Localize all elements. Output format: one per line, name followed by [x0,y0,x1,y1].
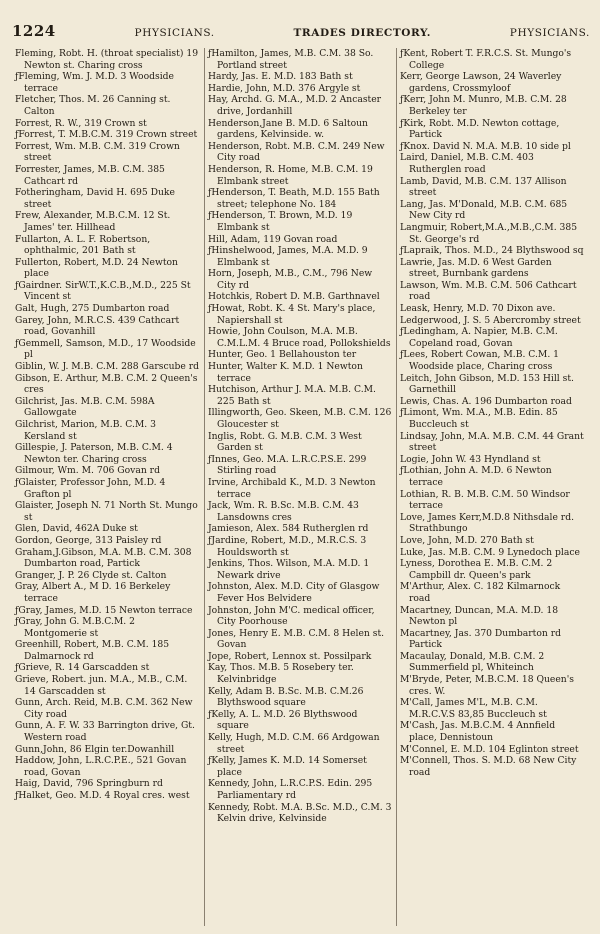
directory-entry: M'Arthur, Alex. C. 182 Kilmarnock road [400,581,561,604]
directory-entry: Leask, Henry, M.D. 70 Dixon ave. [400,303,556,315]
directory-entry: Fotheringham, David H. 695 Duke street [15,187,175,210]
directory-entry: Jones, Henry E. M.B. C.M. 8 Helen st. Govan [208,627,385,651]
directory-entry: ƒJardine, Robert, M.D., M.R.C.S. 3 Houldsworth st [208,534,367,558]
directory-entry: Forrest, R. W., 319 Crown st [15,117,147,129]
directory-entry: Kennedy, Robt. M.A. B.Sc. M.D., C.M. 3 Kelvin drive, Kelvinside [208,801,392,825]
directory-entry: ƒHenderson, T. Beath, M.D. 155 Bath street; telephone No. 184 [208,187,380,210]
directory-entry: Graham,J.Gibson, M.A. M.B. C.M. 308 Dumbarton road, Partick [15,546,192,570]
header-left-label: PHYSICIANS. [134,27,215,39]
directory-entry: ƒGlaister, Professor John, M.D. 4 Grafton pl [15,476,166,500]
directory-entry: Henderson,Jane B. M.D. 6 Saltoun gardens, Kelvinside. w. [208,117,368,141]
directory-entry: Lothian, R. B. M.B. C.M. 50 Windsor terrace [400,488,570,512]
column-left [12,48,204,926]
directory-entry: Leitch, John Gibson, M.D. 153 Hill st. Garnethill [400,372,574,396]
directory-entry: Horn, Joseph, M.B., C.M., 796 New City rd [208,268,373,291]
directory-entry: Hay, Archd. G. M.A., M.D. 2 Ancaster drive, Jordanhill [208,94,382,117]
directory-entry: Glen, David, 462A Duke st [15,523,138,535]
directory-entry: ƒHowat, Robt. K. 4 St. Mary's place, Napiershall st [208,303,376,326]
directory-entry: Kennedy, John, L.R.C.P.S. Edin. 295 Parliamentary rd [208,778,373,801]
directory-entry: M'Bryde, Peter, M.B.C.M. 18 Queen's cres. W. [400,674,574,697]
directory-entry: ƒKnox. David N. M.A. M.B. 10 side pl [400,140,571,152]
directory-entry: ƒKerr, John M. Munro, M.B. C.M. 28 Berkeley ter [400,94,567,117]
header-title: TRADES DIRECTORY. [293,27,432,39]
directory-entry: Johnston, Alex. M.D. City of Glasgow Fever Hos Belvidere [208,581,380,604]
directory-entry: Lawrie, Jas. M.D. 6 West Garden street, Burnbank gardens [400,256,552,280]
directory-entry: Glaister, Joseph N. 71 North St. Mungo st [15,500,198,523]
header-right-label: PHYSICIANS. [509,27,590,39]
directory-entry: Gilchrist, Marion, M.B. C.M. 3 Kersland st [15,419,156,442]
directory-entry: Forrester, James, M.B. C.M. 385 Cathcart rd [15,163,165,187]
directory-entry: ƒGrieve, R. 14 Garscadden st [15,662,150,674]
directory-entry: ƒKirk, Robt. M.D. Newton cottage, Partick [400,117,560,141]
directory-entry: Jenkins, Thos. Wilson, M.A. M.D. 1 Newark drive [208,558,370,581]
directory-entry: Macartney, Jas. 370 Dumbarton rd Partick [400,627,562,651]
directory-entry: ƒLothian, John A. M.D. 6 Newton terrace [400,465,552,488]
directory-entry: Lewis, Chas. A. 196 Dumbarton road [400,395,572,407]
directory-entry: Hardie, John, M.D. 376 Argyle st [208,82,361,94]
directory-columns [12,48,588,926]
directory-entry: Gunn, Arch. Reid, M.B. C.M. 362 New City road [15,697,193,720]
directory-entry: Langmuir, Robert,M.A.,M.B.,C.M. 385 St. George's rd [400,221,578,245]
directory-entry: ƒHalket, Geo. M.D. 4 Royal cres. west [15,790,190,801]
directory-entry: Gilmour, Wm. M. 706 Govan rd [15,465,160,477]
directory-entry: ƒHamilton, James, M.B. C.M. 38 So. Portland street [208,48,374,71]
directory-entry: Luke, Jas. M.B. C.M. 9 Lynedoch place [400,546,580,558]
directory-entry: Gordon, George, 313 Paisley rd [15,534,162,546]
directory-entry: Gunn, A. F. W. 33 Barrington drive, Gt. Western road [15,720,195,744]
column-middle [204,48,396,926]
directory-entry: Grieve, Robert. jun. M.A., M.B., C.M. 14 Garscadden st [15,674,188,697]
directory-entry: ƒLapraik, Thos. M.D., 24 Blythswood sq [400,245,584,257]
directory-entry: Macaulay, Donald, M.B. C.M. 2 Summerfield pl, Whiteinch [400,650,545,674]
directory-entry: M'Connel, E. M.D. 104 Eglinton street [400,743,579,755]
directory-entry: ƒGray, John G. M.B.C.M. 2 Montgomerie st [15,616,135,639]
directory-entry: Ledgerwood, J. S. 5 Abercromby street [400,314,581,326]
directory-entry: ƒGray, James, M.D. 15 Newton terrace [15,604,193,616]
directory-entry: Irvine, Archibald K., M.D. 3 Newton terrace [208,476,376,500]
directory-entry: ƒLees, Robert Cowan, M.B. C.M. 1 Woodside place, Charing cross [400,349,559,373]
directory-entry: Love, James Kerr,M.D.8 Nithsdale rd. Strathbungo [400,511,574,535]
directory-entry: Hunter, Geo. 1 Bellahouston ter [208,349,357,361]
directory-entry: Galt, Hugh, 275 Dumbarton road [15,303,170,315]
directory-entry: Lindsay, John, M.A. M.B. C.M. 44 Grant street [400,430,584,454]
directory-entry: Macartney, Duncan, M.A. M.D. 18 Newton pl [400,604,559,628]
directory-entry: Jamieson, Alex. 584 Rutherglen rd [208,523,369,535]
directory-entry: Kelly, Adam B. B.Sc. M.B. C.M.26 Blythswood square [208,685,364,709]
directory-entry: M'Connell, Thos. S. M.D. 68 New City road [400,755,577,778]
directory-entry: Illingworth, Geo. Skeen, M.B. C.M. 126 Gloucester st [208,407,392,430]
directory-entry: Howie, John Coulson, M.A. M.B. C.M.L.M. 4 Bruce road, Pollokshields [208,326,391,349]
directory-entry: Fullerton, Robert, M.D. 24 Newton place [15,256,178,280]
directory-entry: Lang, Jas. M'Donald, M.B. C.M. 685 New City rd [400,198,568,222]
directory-entry: Forrest, Wm. M.B. C.M. 319 Crown street [15,140,180,164]
directory-entry: Granger, J. P. 26 Clyde st. Calton [15,569,167,581]
directory-entry: Jope, Robert, Lennox st. Possilpark [208,650,372,662]
directory-entry: ƒLedingham, A. Napier, M.B. C.M. Copeland road, Govan [400,326,558,349]
directory-entry: ƒKent, Robert T. F.R.C.S. St. Mungo's College [400,48,572,71]
directory-entry: ƒKelly, A. L. M.D. 26 Blythswood square [208,708,358,732]
directory-entry: Lawson, Wm. M.B. C.M. 506 Cathcart road [400,279,577,303]
directory-entry: Lyness, Dorothea E. M.B. C.M. 2 Campbill dr. Queen's park [400,558,553,581]
directory-entry: Gunn,John, 86 Elgin ter.Dowanhill [15,743,175,755]
directory-entry: Greenhill, Robert, M.B. C.M. 185 Dalmarnock rd [15,639,170,662]
directory-entry: Fletcher, Thos. M. 26 Canning st. Calton [15,94,171,117]
directory-entry: Henderson, Robt. M.B. C.M. 249 New City road [208,140,385,164]
directory-entry: M'Call, James M'L, M.B. C.M. M.R.C.V.S 83,85 Buccleuch st [400,697,547,720]
directory-entry: M'Cash, Jas. M.B.C.M. 4 Annfield place, Dennistoun [400,720,556,744]
directory-entry: Gibson, E. Arthur, M.B. C.M. 2 Queen's cres [15,372,198,396]
directory-entry: Haddow, John, L.R.C.P.E., 521 Govan road, Govan [15,755,187,778]
directory-entry: Hunter, Walter K. M.D. 1 Newton terrace [208,361,363,384]
directory-entry: Hutchison, Arthur J. M.A. M.B. C.M. 225 Bath st [208,384,376,407]
column-right [396,48,588,926]
directory-entry: ƒLimont, Wm. M.A., M.B. Edin. 85 Buccleuch st [400,407,558,430]
directory-entry: Kay, Thos. M.B. 5 Rosebery ter. Kelvinbridge [208,662,354,686]
directory-entry: ƒForrest, T. M.B.C.M. 319 Crown street [15,129,198,141]
directory-entry: Gillespie, J. Paterson, M.B. C.M. 4 Newton ter. Charing cross [15,442,173,465]
directory-entry: Love, John, M.D. 270 Bath st [400,534,534,546]
directory-entry: Lamb, David, M.B. C.M. 137 Allison street [400,175,567,199]
directory-entry: Kerr, George Lawson, 24 Waverley gardens, Crossmyloof [400,71,562,94]
directory-entry: Hardy, Jas. E. M.D. 183 Bath st [208,71,353,83]
directory-entry: Inglis, Robt. G. M.B. C.M. 3 West Garden st [208,430,362,454]
directory-entry: ƒHinshelwood, James, M.A. M.D. 9 Elmbank st [208,245,368,268]
page-number: 1224 [12,22,56,40]
directory-entry: ƒKelly, James K. M.D. 14 Somerset place [208,755,367,778]
directory-entry: Frew, Alexander, M.B.C.M. 12 St. James' ter. Hillhead [15,210,171,233]
directory-entry: Gilchrist, Jas. M.B. C.M. 598A Gallowgate [15,395,155,419]
directory-entry: ƒFleming, Wm. J. M.D. 3 Woodside terrace [15,71,174,94]
directory-entry: ƒGairdner. SirW.T.,K.C.B.,M.D., 225 St Vincent st [15,279,191,303]
directory-entry: Giblin, W. J. M.B. C.M. 288 Garscube rd [15,361,200,373]
directory-entry: Gray, Albert A., M D. 16 Berkeley terrace [15,581,171,604]
directory-entry: ƒGemmell, Samson, M.D., 17 Woodside pl [15,337,196,361]
directory-entry: Kelly, Hugh, M.D. C.M. 66 Ardgowan street [208,732,380,755]
directory-entry: Hotchkis, Robert D. M.B. Garthnavel [208,291,380,303]
directory-entry: Fleming, Robt. H. (throat specialist) 19 Newton st. Charing cross [15,48,199,71]
directory-entry: Johnston, John M'C. medical officer, City Poorhouse [208,604,375,628]
directory-entry: Fullarton, A. L. F. Robertson, ophthalmic, 201 Bath st [15,233,151,257]
page-header [12,22,590,42]
directory-entry: Garey, John, M.R.C.S. 439 Cathcart road, Govanhill [15,314,180,338]
directory-entry: Haig, David, 796 Springburn rd [15,778,163,790]
directory-entry: ƒInnes, Geo. M.A. L.R.C.P.S.E. 299 Stirling road [208,453,367,477]
directory-entry: Hill, Adam, 119 Govan road [208,233,338,245]
directory-entry: Laird, Daniel, M.B. C.M. 403 Rutherglen road [400,152,534,175]
directory-entry: ƒHenderson, T. Brown, M.D. 19 Elmbank st [208,210,353,233]
directory-entry: Jack, Wm. R. B.Sc. M.B. C.M. 43 Lansdowns cres [208,500,359,523]
directory-entry: Logie, John W. 43 Hyndland st [400,453,541,465]
directory-entry: Henderson, R. Home, M.B. C.M. 19 Elmbank street [208,163,373,187]
